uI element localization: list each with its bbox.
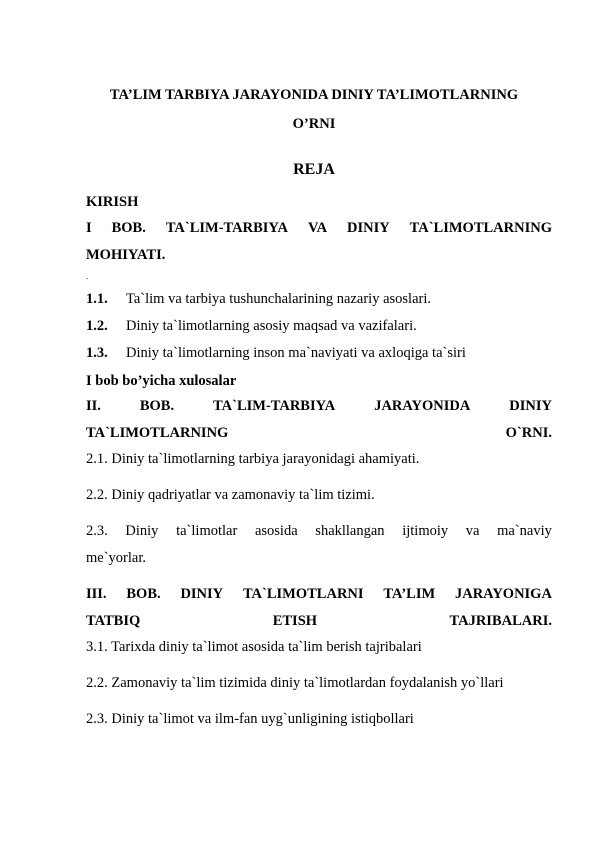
- item-word: shakllangan: [315, 523, 385, 539]
- chapter-1-heading-line-2: MOHIYATI.: [86, 247, 166, 263]
- list-item: 2.2. Zamonaviy ta`lim tizimida diniy ta`limotlardan foydalanish yo`llari: [86, 675, 504, 691]
- item-word: asosida: [254, 523, 298, 539]
- heading-word: VA: [307, 220, 328, 236]
- stray-marker: .: [86, 272, 88, 281]
- list-item: 2.2. Diniy qadriyatlar va zamonaviy ta`lim tizimi.: [86, 487, 375, 503]
- list-item-continuation: me`yorlar.: [86, 550, 146, 566]
- heading-word: DINIY: [180, 586, 224, 602]
- chapter-3-heading-line-2: [86, 612, 552, 630]
- list-item: [86, 290, 552, 308]
- document-title-line-1: TA’LIM TARBIYA JARAYONIDA DINIY TA’LIMOTLARNING: [109, 87, 519, 103]
- chapter-1-heading-line-1: [86, 219, 552, 237]
- item-number: 1.3.: [86, 345, 108, 361]
- heading-word: BOB.: [111, 220, 146, 236]
- heading-word: II.: [86, 398, 101, 414]
- heading-word: III.: [86, 586, 107, 602]
- heading-word: TA’LIM: [383, 586, 436, 602]
- heading-word: TA`LIM-TARBIYA: [165, 220, 289, 236]
- item-number: 1.1.: [86, 291, 108, 307]
- item-word: ta`limotlar: [176, 523, 238, 539]
- chapter-3-heading-line-1: [86, 585, 552, 603]
- item-text: Diniy ta`limotlarning asosiy maqsad va vazifalari.: [126, 318, 417, 334]
- heading-word: BOB.: [126, 586, 161, 602]
- list-item: [86, 344, 552, 362]
- chapter-2-heading-line-2: [86, 424, 552, 442]
- heading-word: JARAYONIDA: [374, 398, 471, 414]
- item-word: va: [465, 523, 480, 539]
- heading-word: TA`LIMOTLARNING: [86, 425, 229, 441]
- chapter-1-conclusion: I bob bo’yicha xulosalar: [86, 373, 237, 389]
- item-word: 2.3.: [86, 523, 108, 539]
- list-item: 2.3. Diniy ta`limot va ilm-fan uyg`unligining istiqbollari: [86, 711, 414, 727]
- list-item: 3.1. Tarixda diniy ta`limot asosida ta`lim berish tajribalari: [86, 639, 422, 655]
- heading-word: I: [86, 220, 92, 236]
- document-title-line-2: O’RNI: [292, 116, 336, 132]
- heading-word: DINIY: [347, 220, 390, 236]
- heading-word: TA`LIMOTLARNI: [242, 586, 364, 602]
- list-item: 2.1. Diniy ta`limotlarning tarbiya jarayonidagi ahamiyati.: [86, 451, 420, 467]
- heading-word: JARAYONIGA: [454, 586, 552, 602]
- item-word: Diniy: [125, 523, 159, 539]
- heading-word: TATBIQ: [86, 613, 141, 629]
- heading-word: TAJRIBALARI.: [449, 613, 552, 629]
- heading-word: DINIY: [509, 398, 552, 414]
- heading-word: O`RNI.: [505, 425, 552, 441]
- chapter-2-heading-line-1: [86, 397, 552, 415]
- item-word: ijtimoiy: [402, 523, 449, 539]
- item-text: Ta`lim va tarbiya tushunchalarining nazariy asoslari.: [126, 291, 431, 307]
- heading-word: TA`LIM-TARBIYA: [213, 398, 336, 414]
- plan-heading: REJA: [293, 161, 335, 178]
- intro-heading: KIRISH: [86, 194, 139, 210]
- heading-word: ETISH: [272, 613, 318, 629]
- heading-word: TA`LIMOTLARNING: [409, 220, 552, 236]
- heading-word: BOB.: [139, 398, 175, 414]
- list-item: [86, 522, 552, 540]
- item-number: 1.2.: [86, 318, 108, 334]
- list-item: [86, 317, 552, 335]
- item-word: ma`naviy: [497, 523, 552, 539]
- item-text: Diniy ta`limotlarning inson ma`naviyati va axloqiga ta`siri: [126, 345, 466, 361]
